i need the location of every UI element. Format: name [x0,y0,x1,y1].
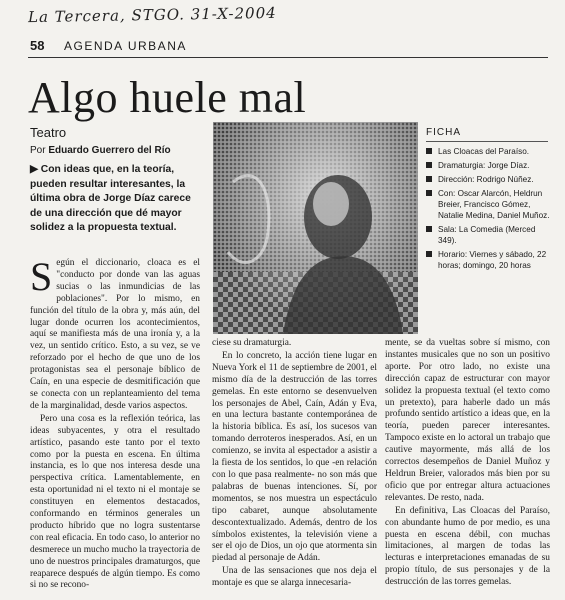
drop-cap: S [30,254,53,299]
ficha-item [426,160,550,171]
ficha-item-text: Horario: Viernes y sábado, 22 horas; domingo, 20 horas [438,250,547,270]
byline [30,145,171,156]
bullet-square-icon [426,162,432,168]
byline-prefix: Por [30,145,46,156]
ficha-title: FICHA [426,127,461,138]
body-paragraph [30,254,200,413]
ficha-item [426,249,550,271]
bleed-through-text [360,60,366,76]
section-title: AGENDA URBANA [64,39,187,53]
deck-text: Con ideas que, en la teoría, pueden resultar interesantes, la última obra de Jorge Díaz carece de una dirección que dé mayor solidez a la propuesta textual. [30,164,191,233]
ficha-rule [426,141,548,142]
ficha-item-text: Dramaturgia: Jorge Díaz. [438,161,530,170]
ficha-item-text: Con: Oscar Alarcón, Heldrun Breier, Francisco Gómez, Natalie Medina, Daniel Muñoz. [438,189,550,220]
play-photo [213,122,418,334]
paragraph-text: egún el diccionario, cloaca es el "conducto por donde van las aguas sucias o las inmundicias de las poblaciones". Por lo mismo, en función del título de la obra y, más aún, del lugar donde ocurren los acontecimientos, aquí se manifiesta más de una ironía y, a la vez, un sentido crítico. Esto, a su vez, se ve reforzado por el hecho de que uno de los protagonistas sea el personaje bíblico de Caín, en una especie de desmitificación que se conecta con un replanteamiento del tema de la marginalidad, desde varios aspectos. [30,258,200,411]
body-paragraph: ciese su dramaturgia. [212,338,292,348]
page-number: 58 [30,38,45,53]
bullet-square-icon [426,190,432,196]
bullet-square-icon [426,176,432,182]
body-column-3 [385,338,550,590]
headline: Algo huele mal [28,73,307,122]
body-paragraph: En lo concreto, la acción tiene lugar en Nueva York el 11 de septiembre de 2001, el mismo día de la destrucción de las torres gemelas. En este entorno se desenvuelven los personajes de Abel, Caín, Adán y Eva, en una lectura bastante contemporánea de la historia bíblica. Es así, los sucesos van tomando derroteros inesperados. Así, en un comienzo, se invita al espectador a asistir a la fiesta de los sentidos, lo que -en relación con lo que pasa realmente- no son más que palabras de buenas intenciones. Sí, por momentos, se nos muestra un espectáculo tipo cabaret, aunque absolutamente descontextualizado. Además, dentro de los símbolos existentes, la televisión viene a ser el ojo de Dios, un ojo que atormenta sin piedad al personaje de Adán. [212,350,377,564]
header-rule [28,57,548,58]
byline-name: Eduardo Guerrero del Río [48,145,171,156]
ficha-item [426,224,550,246]
bullet-square-icon [426,226,432,232]
kicker: Teatro [30,125,67,140]
body-paragraph: Pero una cosa es la reflexión teórica, las ideas subyacentes, y otra el resultado artístico, pasando este tanto por el texto como por la puesta en escena. En última instancia, es lo que nos interesa desde una perspectiva crítica. Lamentablemente, en esta oportunidad ni el texto ni el montaje se constituyen en elementos destacados, conformando en términos generales un producto híbrido que no logra sustentarse con real eficacia. En todo caso, lo anterior no desmerece un mucho mucho la trayectoria de uno de nuestros principales dramaturgos, que reaparece después de algún tiempo. Es como si no se recono- [30,413,200,591]
ficha-item-text: Sala: La Comedia (Merced 349). [438,225,536,245]
ficha-item [426,146,550,157]
bullet-square-icon [426,148,432,154]
ficha-item-text: Las Cloacas del Paraíso. [438,147,530,156]
body-paragraph: Una de las sensaciones que nos deja el montaje es que se alarga innecesaria- [212,566,377,589]
body-paragraph: En definitiva, Las Cloacas del Paraíso, con abundante humo de por medio, es una puesta en escena débil, con muchas limitaciones, al margen de todas las lecturas e interpretaciones emanadas de su propio título, de sus personajes y de la destrucción de las torres gemelas. [385,505,550,588]
body-paragraph: mente, se da vueltas sobre sí mismo, con instantes musicales que no son un positivo aporte. Por otro lado, no existe una dirección capaz de estructurar con mayor solidez la propuesta textual (el texto como un pretexto), para haberle dado un más profundo sentido artístico a ideas que, en la teoría, pueden parecer interesantes. Tampoco existe en lo actoral un trabajo que cautive mayormente, más allá de los correctos desempeños de Daniel Muñoz y Heldrun Breier, valorados más bien por su oficio que por entregar altura actuaciones relevantes. De resto, nada. [385,338,550,503]
body-column-2 [212,338,377,591]
ficha-item [426,188,550,221]
ficha-item-text: Dirección: Rodrigo Núñez. [438,175,534,184]
bullet-square-icon [426,251,432,257]
deck-arrow-icon: ▶ [30,164,38,175]
handwritten-clipping-note: La Tercera, STGO. 31-X-2004 [27,3,277,27]
body-column-1 [30,254,200,593]
ficha-item [426,174,550,185]
play-photo-image [213,122,418,334]
ficha-list [426,146,550,274]
deck [30,163,202,236]
